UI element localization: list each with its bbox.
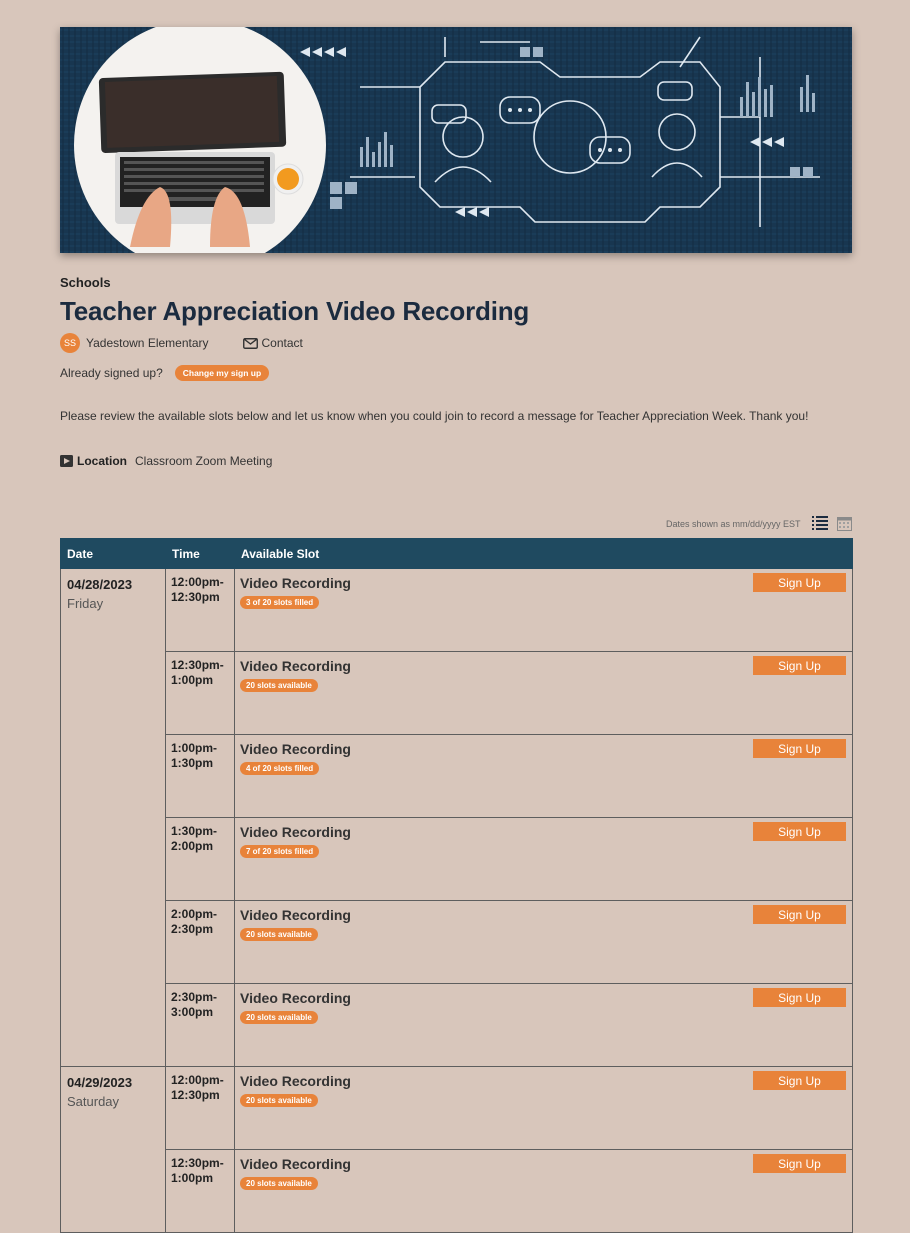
- status-badge: 4 of 20 slots filled: [240, 762, 319, 775]
- header-banner-image: [60, 27, 852, 253]
- status-badge: 3 of 20 slots filled: [240, 596, 319, 609]
- table-row: [61, 901, 853, 984]
- list-view-icon[interactable]: [812, 516, 828, 531]
- sign-up-button[interactable]: Sign Up: [753, 988, 846, 1007]
- time-end: 1:00pm: [171, 1171, 214, 1185]
- slot-name: Video Recording: [240, 575, 351, 591]
- contact-link[interactable]: [243, 336, 303, 350]
- time-end: 2:00pm: [171, 839, 214, 853]
- slot-cell: [235, 1067, 853, 1150]
- table-row: [61, 1150, 853, 1233]
- slot-cell: [235, 984, 853, 1067]
- organizer-avatar[interactable]: SS: [60, 333, 80, 353]
- date-cell: [61, 569, 166, 1067]
- time-column-header: Time: [166, 539, 235, 569]
- organizer-name[interactable]: Yadestown Elementary: [86, 336, 209, 350]
- date-cell: [61, 1067, 166, 1233]
- time-start: 12:30pm-: [171, 658, 224, 672]
- contact-label: Contact: [261, 336, 303, 350]
- table-row: [61, 984, 853, 1067]
- slot-name: Video Recording: [240, 1156, 351, 1172]
- time-cell: [166, 901, 235, 984]
- time-cell: [166, 735, 235, 818]
- slot-cell: [235, 735, 853, 818]
- time-start: 1:00pm-: [171, 741, 218, 755]
- slot-name: Video Recording: [240, 824, 351, 840]
- sign-up-button[interactable]: Sign Up: [753, 573, 846, 592]
- location-label: Location: [77, 454, 127, 468]
- slot-name: Video Recording: [240, 907, 351, 923]
- table-row: [61, 652, 853, 735]
- status-badge: 20 slots available: [240, 1011, 318, 1024]
- date-value: 04/28/2023: [67, 577, 133, 592]
- slot-name: Video Recording: [240, 741, 351, 757]
- slot-cell: [235, 652, 853, 735]
- time-start: 2:30pm-: [171, 990, 218, 1004]
- dates-format-note: Dates shown as mm/dd/yyyy EST: [666, 519, 801, 529]
- location-row: [60, 454, 272, 468]
- location-value: Classroom Zoom Meeting: [135, 454, 273, 468]
- sign-up-button[interactable]: Sign Up: [753, 656, 846, 675]
- slot-name: Video Recording: [240, 990, 351, 1006]
- time-start: 2:00pm-: [171, 907, 218, 921]
- slot-name: Video Recording: [240, 658, 351, 674]
- weekday-value: Saturday: [67, 1094, 120, 1109]
- change-my-signup-button[interactable]: Change my sign up: [175, 365, 269, 381]
- time-start: 12:00pm-: [171, 575, 224, 589]
- sign-up-button[interactable]: Sign Up: [753, 739, 846, 758]
- time-cell: [166, 818, 235, 901]
- time-end: 12:30pm: [171, 1088, 220, 1102]
- slot-column-header: Available Slot: [235, 539, 853, 569]
- envelope-icon: [243, 338, 258, 349]
- time-end: 12:30pm: [171, 590, 220, 604]
- time-end: 1:00pm: [171, 673, 214, 687]
- time-start: 12:30pm-: [171, 1156, 224, 1170]
- already-signed-up-row: [60, 365, 269, 381]
- slot-cell: [235, 901, 853, 984]
- already-signed-up-text: Already signed up?: [60, 366, 163, 380]
- status-badge: 20 slots available: [240, 679, 318, 692]
- slot-name: Video Recording: [240, 1073, 351, 1089]
- table-row: [61, 735, 853, 818]
- time-cell: [166, 1150, 235, 1233]
- table-row: [61, 1067, 853, 1150]
- description: Please review the available slots below and let us know when you could join to record a message for Teacher Appreciation Week. Thank you!: [60, 409, 809, 423]
- time-end: 1:30pm: [171, 756, 214, 770]
- calendar-icon[interactable]: [837, 516, 852, 531]
- time-cell: [166, 984, 235, 1067]
- time-start: 12:00pm-: [171, 1073, 224, 1087]
- slot-cell: [235, 818, 853, 901]
- slot-cell: [235, 569, 853, 652]
- table-row: [61, 818, 853, 901]
- sign-up-button[interactable]: Sign Up: [753, 822, 846, 841]
- status-badge: 7 of 20 slots filled: [240, 845, 319, 858]
- sign-up-button[interactable]: Sign Up: [753, 1071, 846, 1090]
- weekday-value: Friday: [67, 596, 104, 611]
- date-value: 04/29/2023: [67, 1075, 133, 1090]
- organizer-row: [60, 333, 303, 353]
- status-badge: 20 slots available: [240, 1177, 318, 1190]
- time-start: 1:30pm-: [171, 824, 218, 838]
- video-camera-icon: [60, 455, 73, 467]
- table-row: [61, 569, 853, 652]
- time-cell: [166, 569, 235, 652]
- sign-up-button[interactable]: Sign Up: [753, 905, 846, 924]
- category-label: Schools: [60, 275, 111, 290]
- sign-up-button[interactable]: Sign Up: [753, 1154, 846, 1173]
- status-badge: 20 slots available: [240, 928, 318, 941]
- table-header-row: [61, 539, 853, 569]
- time-cell: [166, 652, 235, 735]
- time-end: 3:00pm: [171, 1005, 214, 1019]
- page-title: Teacher Appreciation Video Recording: [60, 296, 530, 326]
- time-end: 2:30pm: [171, 922, 214, 936]
- signup-slots-table: [60, 538, 853, 1233]
- status-badge: 20 slots available: [240, 1094, 318, 1107]
- time-cell: [166, 1067, 235, 1150]
- slot-cell: [235, 1150, 853, 1233]
- date-column-header: Date: [61, 539, 166, 569]
